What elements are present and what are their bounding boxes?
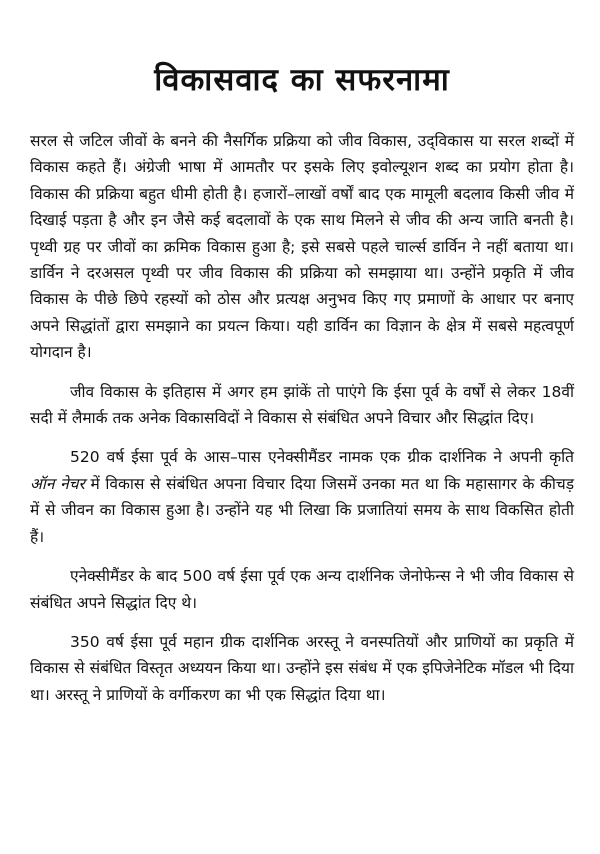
paragraph-xenophanes: एनेक्सीमैंडर के बाद 500 वर्ष ईसा पूर्व एक अन्य दार्शनिक जेनोफेन्स ने भी जीव विकास से संबंधित अपने सिद्धांत दिए थे। (30, 567, 574, 612)
paragraph-anaximander (30, 444, 574, 550)
paragraph-history: जीव विकास के इतिहास में अगर हम झांकें तो पाएंगे कि ईसा पूर्व के वर्षों से लेकर 18वीं सदी में लैमार्क तक अनेक विकासविदों ने विकास से संबंधित अपने विचार और सिद्धांत दिए। (30, 382, 574, 428)
page-title: विकासवाद का सफरनामा (154, 62, 450, 98)
paragraph-anaximander-after: में विकास से संबंधित अपना विचार दिया जिसमें उनका मत था कि महासागर के कीचड़ में से जीवन का विकास हुआ है। उन्होंने यह भी लिखा कि प्रजातियां समय के साथ विकसित होती हैं। (30, 474, 575, 546)
paragraph-intro: सरल से जटिल जीवों के बनने की नैसर्गिक प्रक्रिया को जीव विकास, उद्‌विकास या सरल शब्दों में विकास कहते हैं। अंग्रेजी भाषा में आमतौर पर इसके लिए इवोल्यूशन शब्द का प्रयोग होता है। विकास की प्रक्रिया बहुत धीमी होती है। हजारों–लाखों वर्षों बाद एक मामूली बदलाव किसी जीव में दिखाई पड़ता है और इन जैसे कई बदलावों के एक साथ मिलने से जीव की अन्य जाति बनती है। पृथ्वी ग्रह पर जीवों का क्रमिक विकास हुआ है; इसे सबसे पहले चार्ल्स डार्विन ने नहीं बताया था। डार्विन ने दरअसल पृथ्वी पर जीव विकास की प्रक्रिया को समझाया था। उन्होंने प्रकृति में जीव विकास के पीछे छिपे रहस्यों को ठोस और प्रत्यक्ष अनुभव किए गए प्रमाणों के आधार पर बनाए अपने सिद्धांतों द्वारा समझाने का प्रयत्न किया। यही डार्विन का विज्ञान के क्षेत्र में सबसे महत्वपूर्ण योगदान है। (30, 132, 574, 362)
book-title: ऑन नेचर (30, 474, 85, 493)
document-page (30, 60, 574, 708)
paragraph-aristotle: 350 वर्ष ईसा पूर्व महान ग्रीक दार्शनिक अरस्तू ने वनस्पतियों और प्राणियों का प्रकृति में विकास से संबंधित विस्तृत अध्ययन किया था। उन्होंने इस संबंध में एक इपिजेनेटिक मॉडल भी दिया था। अरस्तू ने प्राणियों के वर्गीकरण का भी एक सिद्धांत दिया था। (30, 632, 574, 704)
paragraph-anaximander-before: 520 वर्ष ईसा पूर्व के आस–पास एनेक्सीमैंडर नामक एक ग्रीक दार्शनिक ने अपनी कृति (70, 448, 574, 467)
